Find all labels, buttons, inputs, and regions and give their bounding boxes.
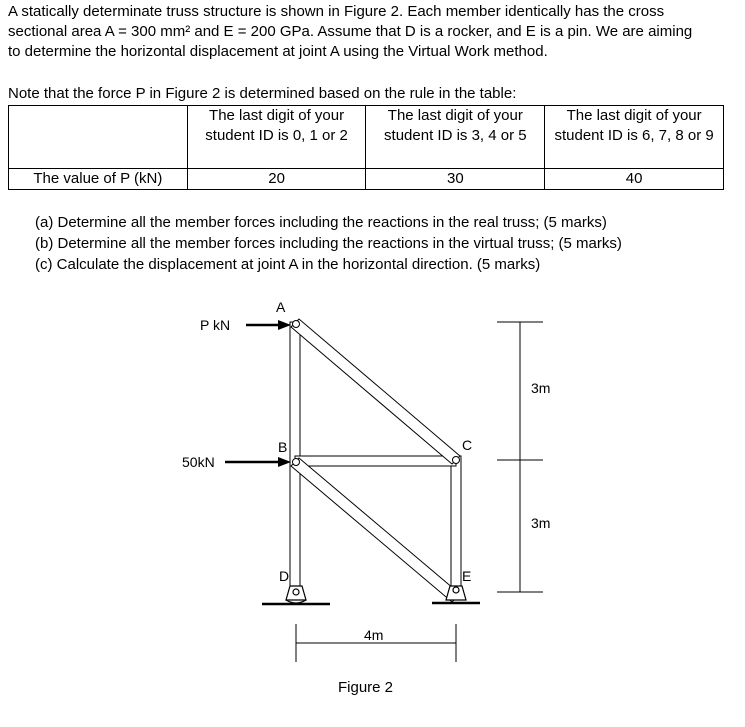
note-text: Note that the force P in Figure 2 is determined based on the rule in the table: <box>8 85 517 102</box>
load-50kn-label: 50kN <box>182 454 215 470</box>
joint-b-label: B <box>278 439 288 455</box>
joint-a-label: A <box>276 299 286 315</box>
figure-caption: Figure 2 <box>338 679 394 696</box>
intro-line-3: to determine the horizontal displacement at joint A using the Virtual Work method. <box>8 43 548 60</box>
joint-e-label: E <box>462 568 472 584</box>
joint-a-pin <box>293 321 300 328</box>
load-p-arrow <box>246 320 291 330</box>
table-cell: 20 <box>187 169 366 190</box>
support-d-rocker <box>286 586 306 603</box>
question-c: (c) Calculate the displacement at joint A in the horizontal direction. (5 marks) <box>35 256 541 273</box>
joint-d-label: D <box>279 568 290 584</box>
table-cell: 30 <box>366 169 545 190</box>
dim-lower-label: 3m <box>531 515 551 531</box>
dim-upper-label: 3m <box>531 380 551 396</box>
joint-c-pin <box>453 457 460 464</box>
table-cell: 40 <box>545 169 724 190</box>
table-header-cell: The last digit of your student ID is 0, 1 or 2 <box>187 106 366 169</box>
table-header-cell: The last digit of your student ID is 6, 7, 8 or 9 <box>545 106 724 169</box>
load-p-label: P kN <box>200 317 231 333</box>
table-row-label: The value of P (kN) <box>9 169 188 190</box>
joint-c-label: C <box>462 437 473 453</box>
member-ac <box>291 319 460 464</box>
question-b: (b) Determine all the member forces including the reactions in the virtual truss; (5 marks) <box>35 235 622 252</box>
member-be <box>291 458 460 602</box>
member-bc <box>295 456 456 466</box>
joint-b-pin <box>293 459 300 466</box>
truss-members <box>290 319 461 602</box>
question-a: (a) Determine all the member forces including the reactions in the real truss; (5 marks) <box>35 214 607 231</box>
load-50kn-arrow <box>225 457 291 467</box>
member-ce <box>451 456 461 598</box>
support-e-pin <box>446 586 466 600</box>
dimension-vertical <box>497 322 543 592</box>
dim-bottom-label: 4m <box>364 627 384 643</box>
table-header-cell: The last digit of your student ID is 3, 4 or 5 <box>366 106 545 169</box>
intro-line-2: sectional area A = 300 mm² and E = 200 GPa. Assume that D is a rocker, and E is a pin. We are aiming <box>8 23 693 40</box>
intro-line-1: A statically determinate truss structure is shown in Figure 2. Each member identically has the cross <box>8 3 665 20</box>
